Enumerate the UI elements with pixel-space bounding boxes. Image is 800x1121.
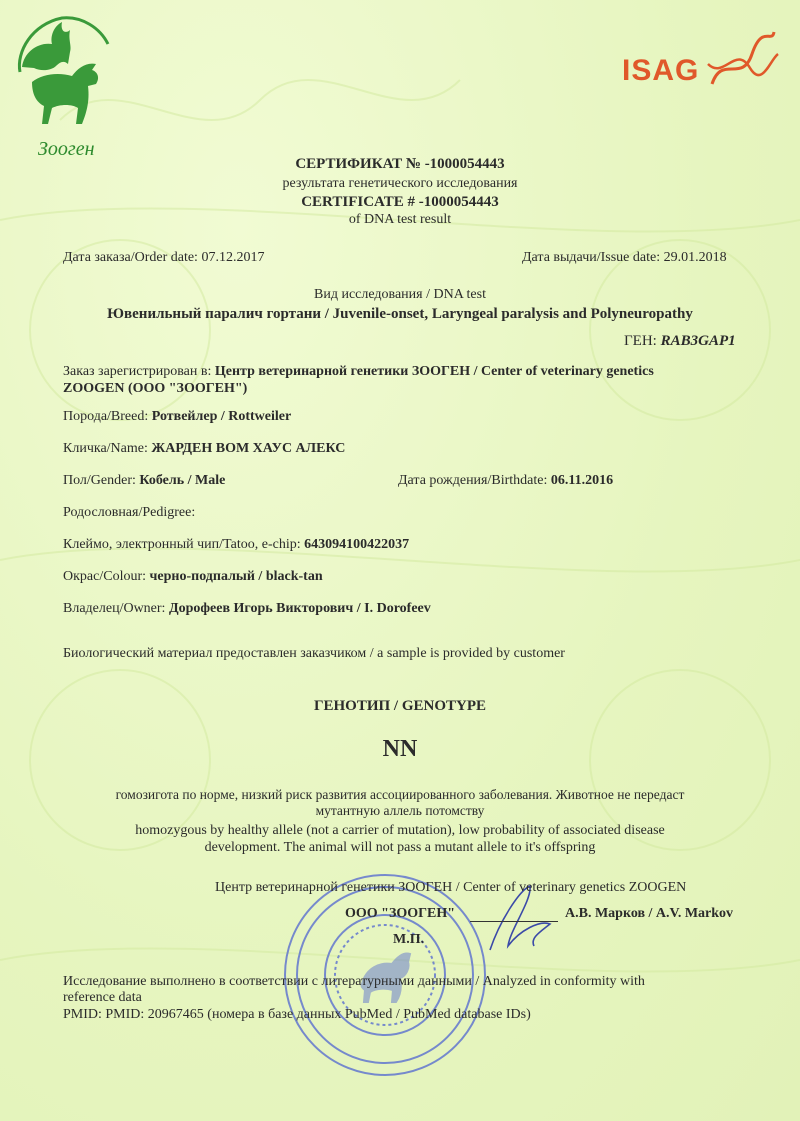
signature-line [470,921,558,922]
signature-org-line: Центр ветеринарной генетики ЗООГЕН / Center of veterinary genetics ZOOGEN [215,880,687,895]
test-kind-label: Вид исследования / DNA test [314,287,486,302]
certificate-subtitle-en: of DNA test result [348,212,452,227]
genotype-desc-en-1: homozygous by healthy allele (not a carrier of mutation), low probability of associated disease [135,823,665,838]
gene [624,333,736,350]
issue-date [522,250,727,266]
certificate-title-ru: СЕРТИФИКАТ № -1000054443 [295,156,505,172]
sample-note: Биологический материал предоставлен заказчиком / a sample is provided by customer [63,646,565,661]
certificate-subtitle-ru: результата генетического исследования [282,176,518,191]
certificate-title-en: CERTIFICATE # -1000054443 [301,194,499,210]
breed-row [63,409,291,425]
name-row [63,441,345,457]
isag-logo-text: ISAG [622,54,700,87]
colour-label: Окрас/Colour: [63,569,147,584]
gene-value: RAB3GAP1 [660,333,736,349]
order-date-value: 07.12.2017 [201,250,265,265]
pmid-note: (номера в базе данных PubMed / PubMed database IDs) [207,1007,531,1022]
registered-value-line1: Центр ветеринарной генетики ЗООГЕН / Center of veterinary genetics [214,364,654,379]
owner-label: Владелец/Owner: [63,601,166,616]
pmid-label: PMID: PMID: [63,1007,145,1022]
pmid-row [63,1007,531,1023]
gene-label: ГЕН: [624,333,657,349]
issue-date-value: 29.01.2018 [663,250,727,265]
registered-label: Заказ зарегистрирован в: [63,364,212,379]
chip-value: 643094100422037 [304,537,410,552]
birthdate-row [398,473,613,489]
conformity-line2: reference data [63,990,142,1005]
gender-value: Кобель / Male [139,473,226,488]
seal-mark: М.П. [393,932,425,947]
zoogen-logo [12,12,122,160]
chip-row [63,537,409,553]
registered-line1 [63,364,654,380]
birthdate-label: Дата рождения/Birthdate: [398,473,548,488]
chip-label: Клеймо, электронный чип/Tatoo, e-chip: [63,537,301,552]
gender-row [63,473,225,489]
order-date [63,250,264,266]
isag-logo [622,24,782,94]
colour-row [63,569,323,585]
order-date-label: Дата заказа/Order date: [63,250,198,265]
dna-helix-icon [702,24,782,94]
genotype-value: NN [382,736,418,762]
genotype-desc-en-2: development. The animal will not pass a mutant allele to it's offspring [204,840,596,855]
conformity-line1: Исследование выполнено в соответствии с литературными данными / Analyzed in conformity with [63,974,645,989]
name-label: Кличка/Name: [63,441,148,456]
test-name: Ювенильный паралич гортани / Juvenile-onset, Laryngeal paralysis and Polyneuropathy [107,306,693,322]
zoogen-logo-text: Зооген [38,138,95,160]
breed-label: Порода/Breed: [63,409,149,424]
owner-value: Дорофеев Игорь Викторович / I. Dorofeev [168,601,431,616]
signature-company: ООО "ЗООГЕН" [345,906,456,921]
horse-logo-icon [12,12,122,142]
pedigree-label: Родословная/Pedigree: [63,505,196,520]
name-value: ЖАРДЕН ВОМ ХАУС АЛЕКС [151,441,346,456]
birthdate-value: 06.11.2016 [550,473,614,488]
colour-value: черно-подпалый / black-tan [149,569,323,584]
pmid-value: 20967465 [147,1007,204,1022]
genotype-desc-ru-2: мутантную аллель потомству [315,803,485,818]
owner-row [63,601,431,617]
gender-label: Пол/Gender: [63,473,136,488]
breed-value: Ротвейлер / Rottweiler [151,409,292,424]
genotype-heading: ГЕНОТИП / GENOTYPE [313,698,487,714]
issue-date-label: Дата выдачи/Issue date: [522,250,661,265]
signature-signer: А.В. Марков / A.V. Markov [565,906,734,921]
genotype-desc-ru-1: гомозигота по норме, низкий риск развития ассоциированного заболевания. Животное не передаст [115,787,685,802]
registered-value-line2: ZOOGEN (ООО "ЗООГЕН") [63,381,248,396]
